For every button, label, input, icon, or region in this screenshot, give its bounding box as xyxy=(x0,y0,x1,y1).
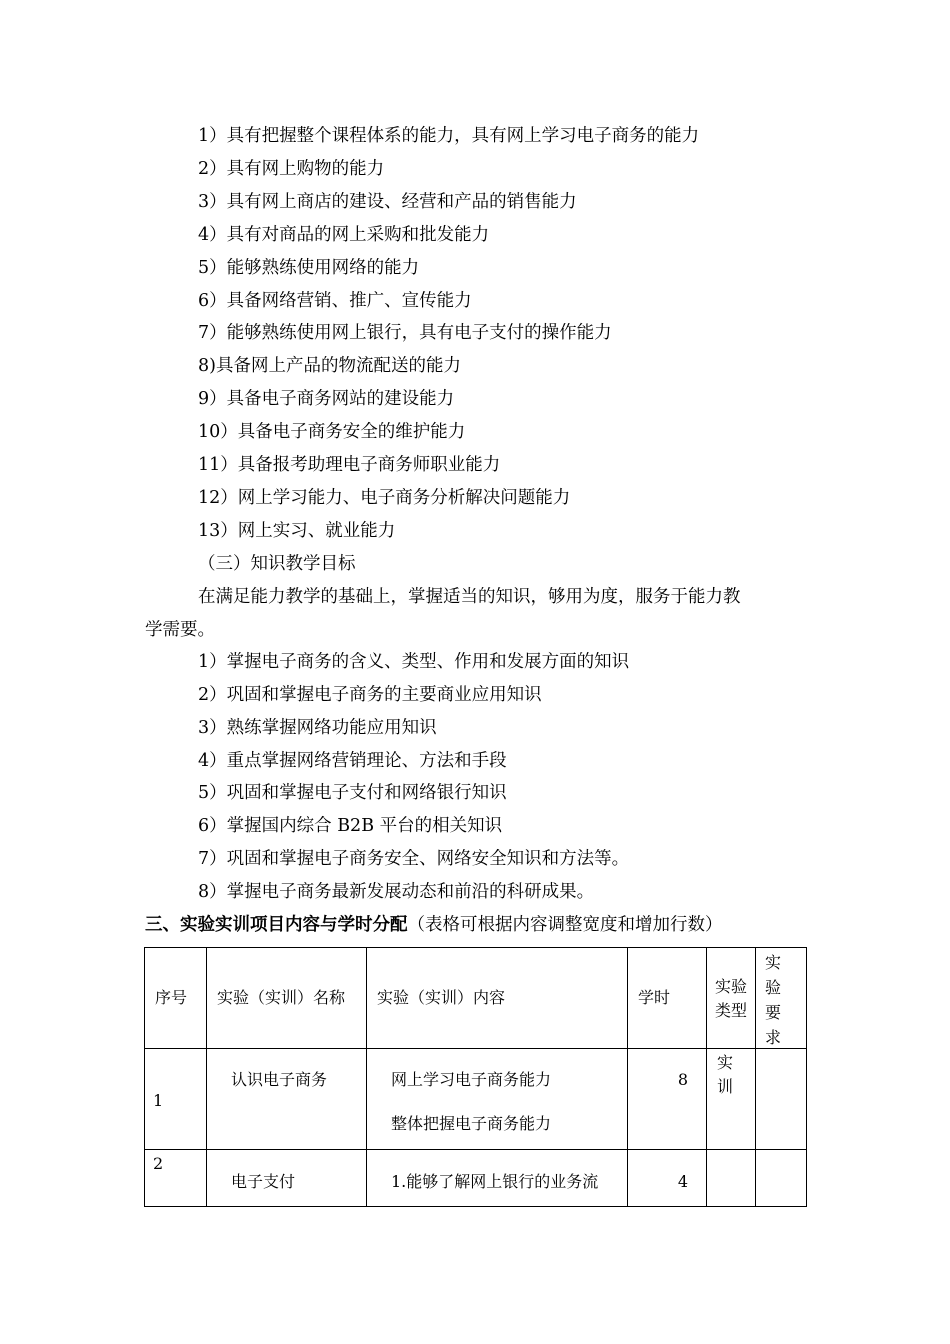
knowledge-intro-line-2: 学需要。 xyxy=(145,620,215,640)
header-hours: 学时 xyxy=(638,988,671,1007)
knowledge-item-8: 8）掌握电子商务最新发展动态和前沿的科研成果。 xyxy=(198,882,595,902)
knowledge-item-6: 6）掌握国内综合 B2B 平台的相关知识 xyxy=(198,816,503,836)
ability-item-8: 8)具备网上产品的物流配送的能力 xyxy=(198,356,461,376)
row-2-index: 2 xyxy=(153,1154,164,1173)
ability-item-10: 10）具备电子商务安全的维护能力 xyxy=(198,422,466,442)
header-index: 序号 xyxy=(155,988,188,1007)
section-3-title: 三、实验实训项目内容与学时分配 xyxy=(145,915,408,935)
header-cell-type xyxy=(707,948,756,1049)
ability-item-4: 4）具有对商品的网上采购和批发能力 xyxy=(198,225,490,245)
row-1-cell-requirement xyxy=(756,1049,807,1150)
table-row xyxy=(145,1150,807,1207)
row-2-cell-index xyxy=(145,1150,207,1207)
row-1-name: 认识电子商务 xyxy=(231,1070,328,1089)
row-1-cell-name xyxy=(207,1049,367,1150)
ability-item-12: 12）网上学习能力、电子商务分析解决问题能力 xyxy=(198,488,571,508)
row-1-content-line-1: 网上学习电子商务能力 xyxy=(391,1070,552,1089)
row-2-content-line-1: 1.能够了解网上银行的业务流 xyxy=(391,1172,599,1191)
experiment-table xyxy=(144,947,807,1207)
ability-item-2: 2）具有网上购物的能力 xyxy=(198,159,385,179)
ability-item-6: 6）具备网络营销、推广、宣传能力 xyxy=(198,291,472,311)
ability-item-9: 9）具备电子商务网站的建设能力 xyxy=(198,389,455,409)
knowledge-item-5: 5）巩固和掌握电子支付和网络银行知识 xyxy=(198,783,507,803)
row-1-index: 1 xyxy=(153,1091,164,1110)
header-name: 实验（实训）名称 xyxy=(217,988,346,1007)
header-cell-name xyxy=(207,948,367,1049)
section-3-note: （表格可根据内容调整宽度和增加行数） xyxy=(407,915,723,935)
row-2-name: 电子支付 xyxy=(231,1172,296,1191)
row-1-content-line-2: 整体把握电子商务能力 xyxy=(391,1114,552,1133)
row-1-hours: 8 xyxy=(677,1070,688,1089)
row-1-type: 实训 xyxy=(717,1053,734,1096)
row-2-hours: 4 xyxy=(677,1172,688,1191)
ability-item-5: 5）能够熟练使用网络的能力 xyxy=(198,258,420,278)
ability-item-3: 3）具有网上商店的建设、经营和产品的销售能力 xyxy=(198,192,577,212)
row-1-cell-hours xyxy=(628,1049,707,1150)
knowledge-item-2: 2）巩固和掌握电子商务的主要商业应用知识 xyxy=(198,685,542,705)
knowledge-section-title: （三）知识教学目标 xyxy=(198,554,356,574)
ability-item-1: 1）具有把握整个课程体系的能力，具有网上学习电子商务的能力 xyxy=(198,126,700,146)
knowledge-item-1: 1）掌握电子商务的含义、类型、作用和发展方面的知识 xyxy=(198,652,630,672)
row-1-cell-index xyxy=(145,1049,207,1150)
header-cell-requirement xyxy=(756,948,807,1049)
header-cell-hours xyxy=(628,948,707,1049)
header-requirement: 实验要求 xyxy=(765,953,782,1047)
ability-item-11: 11）具备报考助理电子商务师职业能力 xyxy=(198,455,501,475)
section-3-heading xyxy=(145,914,723,936)
knowledge-item-4: 4）重点掌握网络营销理论、方法和手段 xyxy=(198,751,507,771)
row-2-cell-content xyxy=(367,1150,628,1207)
knowledge-intro-line-1: 在满足能力教学的基础上，掌握适当的知识，够用为度，服务于能力教 xyxy=(198,587,741,607)
row-2-cell-requirement xyxy=(756,1150,807,1207)
knowledge-item-7: 7）巩固和掌握电子商务安全、网络安全知识和方法等。 xyxy=(198,849,630,869)
header-cell-content xyxy=(367,948,628,1049)
ability-item-7: 7）能够熟练使用网上银行，具有电子支付的操作能力 xyxy=(198,323,612,343)
table-row xyxy=(145,1049,807,1150)
header-content: 实验（实训）内容 xyxy=(377,988,506,1007)
header-cell-index xyxy=(145,948,207,1049)
header-type: 实验类型 xyxy=(715,977,748,1020)
knowledge-item-3: 3）熟练掌握网络功能应用知识 xyxy=(198,718,437,738)
row-2-cell-hours xyxy=(628,1150,707,1207)
ability-item-13: 13）网上实习、就业能力 xyxy=(198,521,396,541)
row-1-cell-content xyxy=(367,1049,628,1150)
row-2-cell-type xyxy=(707,1150,756,1207)
table-header-row xyxy=(145,948,807,1049)
row-2-cell-name xyxy=(207,1150,367,1207)
row-1-cell-type xyxy=(707,1049,756,1150)
